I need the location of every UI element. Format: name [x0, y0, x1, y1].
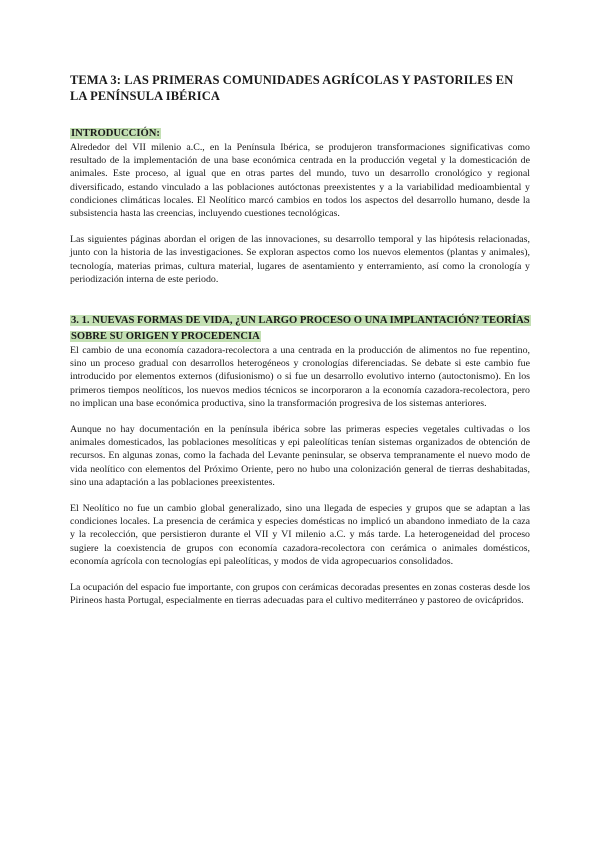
section-nuevas-formas — [70, 312, 530, 344]
paragraph: Alrededor del VII milenio a.C., en la Península Ibérica, se produjeron transformaciones significativas como resultado de la implementación de una base económica centrada en la producción vegetal y la domesticación de animales. Este proceso, al igual que en otras partes del mundo, tuvo un desarrollo cronológico y regional diversificado, estando vinculado a las poblaciones autóctonas preexistentes y a la variabilidad medioambiental y condiciones climáticas locales. El Neolítico marcó cambios en todos los aspectos del desarrollo humano, desde la subsistencia hasta las creencias, incluyendo cuestiones tecnológicas. — [70, 142, 530, 220]
paragraph: Las siguientes páginas abordan el origen de las innovaciones, su desarrollo temporal y las hipótesis relacionadas, junto con la historia de las investigaciones. Se exploran aspectos como los nuevos elementos (plantas y animales), tecnología, materias primas, cultura material, lugares de asentamiento y enterramiento, así como la cronología y periodización interna de este periodo. — [70, 234, 530, 285]
document-title: TEMA 3: LAS PRIMERAS COMUNIDADES AGRÍCOLAS Y PASTORILES EN LA PENÍNSULA IBÉRICA — [70, 73, 514, 103]
section-introduccion — [70, 125, 530, 141]
paragraph: Aunque no hay documentación en la península ibérica sobre las primeras especies vegetales cultivadas o los animales domesticados, las poblaciones mesolíticas y epi paleolíticas tenían sistemas organizados de obtención de recursos. En algunas zonas, como la fachada del Levante peninsular, se observa tempranamente el nuevo modo de vida neolítico con elementos del Próximo Oriente, pero no hubo una colonización general de tierras deshabitadas, sino una adaptación a las poblaciones preexistentes. — [70, 424, 530, 488]
document-page — [70, 72, 530, 607]
paragraph: El cambio de una economía cazadora-recolectora a una centrada en la producción de alimentos no fue repentino, sino un proceso gradual con desarrollos heterogéneos y cronologías diferenciadas. Se debate si este cambio fue introducido por elementos externos (difusionismo) o si fue un desarrollo evolutivo interno (autoctonismo). En los primeros tiempos neolíticos, los nuevos medios técnicos se incorporaron a la economía cazadora-recolectora, pero no implican una base económica productiva, sino la transformación progresiva de los sistemas anteriores. — [70, 345, 530, 409]
paragraph: La ocupación del espacio fue importante, con grupos con cerámicas decoradas presentes en zonas costeras desde los Pirineos hasta Portugal, especialmente en tierras adecuadas para el cultivo mediterráneo y pastoreo de ovicápridos. — [70, 582, 530, 607]
section-heading-nuevas-formas: 3. 1. NUEVAS FORMAS DE VIDA, ¿UN LARGO PROCESO O UNA IMPLANTACIÓN? TEORÍAS SOBRE SU ORIGEN Y PROCEDENCIA — [71, 315, 530, 343]
section-heading-introduccion: INTRODUCCIÓN: — [71, 128, 160, 139]
paragraph: El Neolítico no fue un cambio global generalizado, sino una llegada de especies y grupos que se adaptan a las condiciones locales. La presencia de cerámica y especies domésticas no implicó un abandono inmediato de la caza y la recolección, que persistieron durante el VII y VI milenio a.C. y más tarde. La heterogeneidad del proceso sugiere la coexistencia de grupos con economía cazadora-recolectora con cerámica o animales domésticos, economía agrícola con tecnologías epi paleolíticas, y modos de vida agropecuarios consolidados. — [70, 503, 530, 567]
